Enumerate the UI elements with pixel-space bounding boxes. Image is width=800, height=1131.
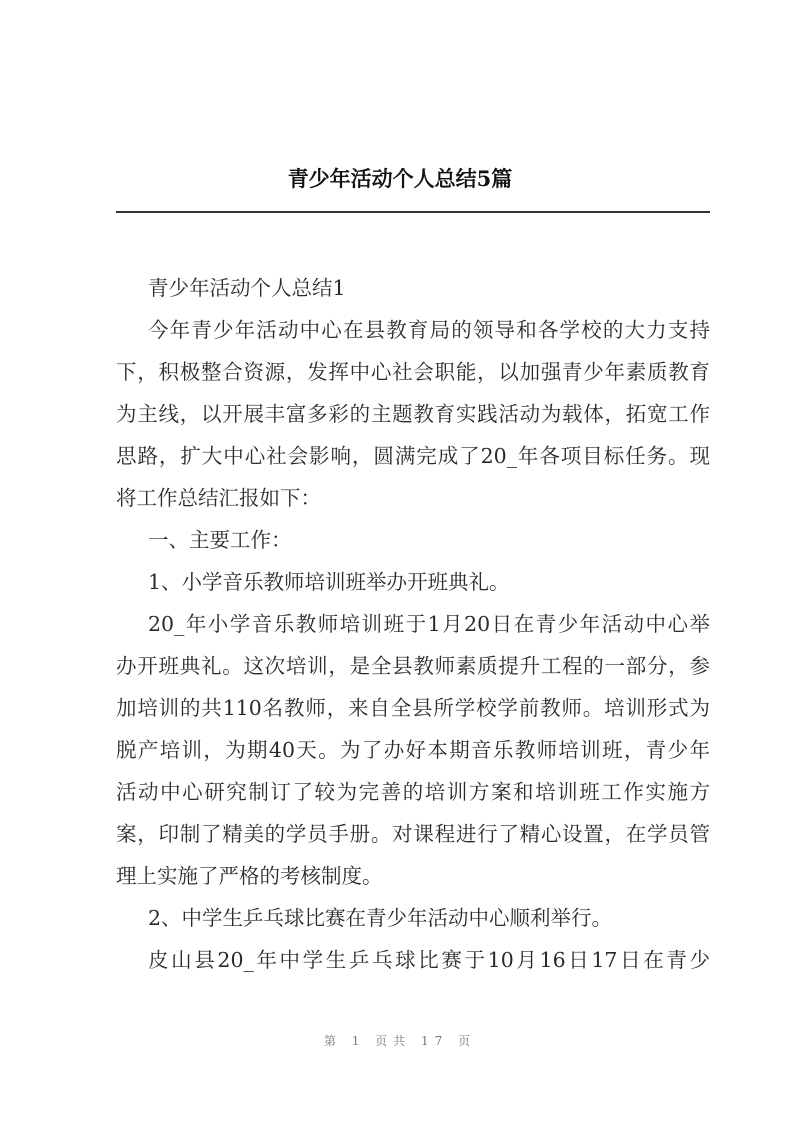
- paragraph-line: 将工作总结汇报如下：: [116, 486, 321, 510]
- subheading: 一、主要工作：: [148, 528, 292, 552]
- paragraph-line: 理上实施了严格的考核制度。: [116, 864, 383, 888]
- paragraph-line: 为主线，以开展丰富多彩的主题教育实践活动为载体，拓宽工作: [116, 402, 710, 426]
- paragraph-line: 案，印制了精美的学员手册。对课程进行了精心设置，在学员管: [116, 822, 710, 846]
- document-body: [116, 267, 710, 981]
- paragraph-line: 皮山县20_年中学生乒乓球比赛于10月16日17日在青少: [148, 948, 710, 972]
- paragraph-line: 下，积极整合资源，发挥中心社会职能，以加强青少年素质教育: [116, 360, 710, 384]
- list-item-heading: 2、中学生乒乓球比赛在青少年活动中心顺利举行。: [148, 906, 613, 930]
- paragraph-line: 20_年小学音乐教师培训班于1月20日在青少年活动中心举: [148, 612, 710, 636]
- list-item-heading: 1、小学音乐教师培训班举办开班典礼。: [148, 570, 510, 594]
- title-divider: [116, 211, 710, 213]
- paragraph-line: 办开班典礼。这次培训，是全县教师素质提升工程的一部分，参: [116, 654, 710, 678]
- paragraph-line: 加培训的共110名教师，来自全县所学校学前教师。培训形式为: [116, 696, 710, 720]
- paragraph-line: 脱产培训，为期40天。为了办好本期音乐教师培训班，青少年: [116, 738, 710, 762]
- page-number-footer: 第 1 页共 17 页: [323, 1034, 477, 1048]
- paragraph-line: 思路，扩大中心社会影响，圆满完成了20_年各项目标任务。现: [116, 444, 710, 468]
- paragraph-line: 活动中心研究制订了较为完善的培训方案和培训班工作实施方: [116, 780, 710, 804]
- paragraph-line: 今年青少年活动中心在县教育局的领导和各学校的大力支持: [148, 318, 710, 342]
- section-heading: 青少年活动个人总结1: [148, 276, 346, 300]
- document-title: 青少年活动个人总结5篇: [287, 166, 513, 191]
